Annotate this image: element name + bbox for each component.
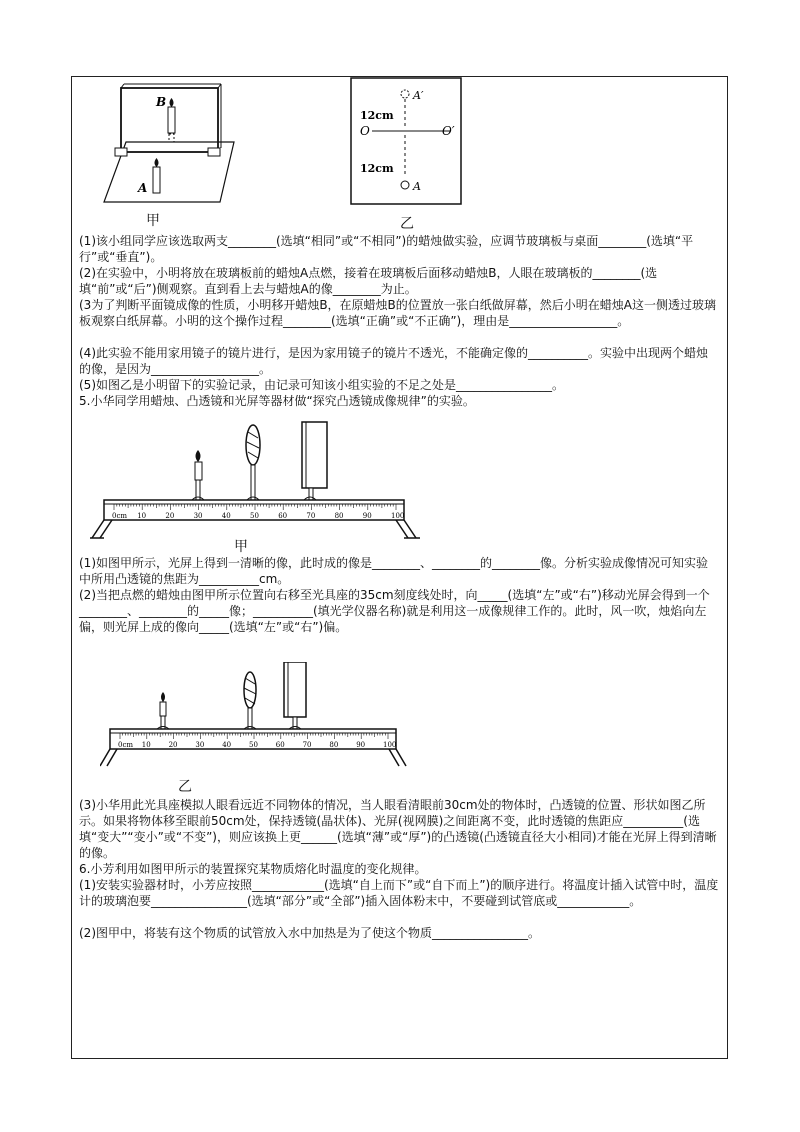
label-a: A: [413, 180, 421, 193]
label-o-prime: O′: [442, 124, 455, 138]
ruler-label: 30: [193, 512, 203, 520]
caption-yi-1: 乙: [400, 216, 414, 232]
q5-part-3: (3)小华用此光具座模拟人眼看远近不同物体的情况，当人眼看清眼前30cm处的物体时，凸透镜的位置、形状如图乙所示。如果将物体移至眼前50cm处，保持透镜(晶状体)、光屏(视网膜)之间距离不变，此时透镜的焦距应__________(选填“变大”“变小”或“不变”)，则应该换上更______(选填“薄”或“厚”)的凸透镜(凸透镜直径大小相同)才能在光屏上得到清晰的像。: [79, 798, 717, 860]
figure-mirror-setup: [100, 82, 240, 232]
q4-part-2: (2)在实验中，小明将放在玻璃板前的蜡烛A点燃，接着在玻璃板后面移动蜡烛B，人眼在玻璃板的________(选填“前”或“后”)侧观察。直到看上去与蜡烛A的像________为止。: [79, 266, 658, 296]
q6-stem: 6.小芳利用如图甲所示的装置探究某物质熔化时温度的变化规律。: [79, 862, 427, 876]
q5-part-2: (2)当把点燃的蜡烛由图甲所示位置向右移至光具座的35cm刻度线处时，向_____(选填“左”或“右”)移动光屏会得到一个________、________的_____像；__________(填光学仪器名称)就是利用这一成像规律工作的。此时，风一吹，烛焰向左偏，则光屏上成的像向_____(选填“左”或“右”)偏。: [79, 588, 710, 634]
ruler-label: 70: [302, 741, 312, 749]
q6-part-2: (2)图甲中，将装有这个物质的试管放入水中加热是为了使这个物质________________。: [79, 926, 541, 940]
optical-bench-jia: [90, 420, 420, 545]
ruler-label: 80: [334, 512, 344, 520]
caption-jia-1: 甲: [146, 213, 160, 229]
distance-top: 12cm: [360, 109, 394, 122]
label-o: O: [360, 124, 370, 138]
ruler-label: 40: [222, 741, 232, 749]
q4-part-4: (4)此实验不能用家用镜子的镜片进行，是因为家用镜子的镜片不透光，不能确定像的__________。实验中出现两个蜡烛的像，是因为__________________。: [79, 346, 709, 376]
q4-part-5: (5)如图乙是小明留下的实验记录，由记录可知该小组实验的不足之处是________________。: [79, 378, 565, 392]
q4-part-1: (1)该小组同学应该选取两支________(选填“相同”或“不相同”)的蜡烛做实验，应调节玻璃板与桌面________(选填“平行”或“垂直”)。: [79, 234, 694, 264]
distance-bottom: 12cm: [360, 162, 394, 175]
ruler-label: 50: [250, 512, 259, 520]
q6-part-1: (1)安装实验器材时，小芳应按照____________(选填“自上而下”或“自下而上”)的顺序进行。将温度计插入试管中时，温度计的玻璃泡要________________(选填“部分”或“全部”)插入固体粉末中，不要碰到试管底或____________。: [79, 878, 719, 908]
ruler-label: 10: [137, 512, 147, 520]
figure-record-sheet: [350, 77, 462, 207]
ruler-label: 90: [362, 512, 372, 520]
label-candle-a: A: [138, 181, 148, 195]
q4-part-3: (3为了判断平面镜成像的性质，小明移开蜡烛B，在原蜡烛B的位置放一张白纸做屏幕，然后小明在蜡烛A这一侧透过玻璃板观察白纸屏幕。小明的这个操作过程________(选填“正确”或“不正确”)，理由是__________________。: [79, 298, 716, 328]
label-a-prime: A′: [413, 89, 424, 102]
ruler-label: 0cm: [112, 512, 128, 520]
ruler-label: 10: [141, 741, 151, 749]
ruler-label: 60: [275, 741, 285, 749]
ruler-label: 40: [221, 512, 231, 520]
ruler-label: 20: [165, 512, 175, 520]
ruler-label: 100: [383, 741, 397, 749]
ruler-label: 20: [168, 741, 178, 749]
ruler-label: 90: [356, 741, 366, 749]
q5-part-1: (1)如图甲所示，光屏上得到一清晰的像，此时成的像是________、________的________像。分析实验成像情况可知实验中所用凸透镜的焦距为__________cm。: [79, 556, 709, 586]
caption-jia-2: 甲: [234, 539, 248, 555]
ruler-label: 80: [329, 741, 339, 749]
ruler-label: 100: [391, 512, 405, 520]
ruler-label: 0cm: [118, 741, 134, 749]
ruler-label: 60: [278, 512, 288, 520]
ruler-label: 30: [195, 741, 205, 749]
label-candle-b: B: [156, 95, 167, 109]
optical-bench-yi: [100, 662, 410, 772]
q5-stem: 5.小华同学用蜡烛、凸透镜和光屏等器材做“探究凸透镜成像规律”的实验。: [79, 394, 475, 408]
ruler-label: 70: [306, 512, 316, 520]
caption-yi-2: 乙: [178, 779, 192, 795]
ruler-label: 50: [249, 741, 258, 749]
